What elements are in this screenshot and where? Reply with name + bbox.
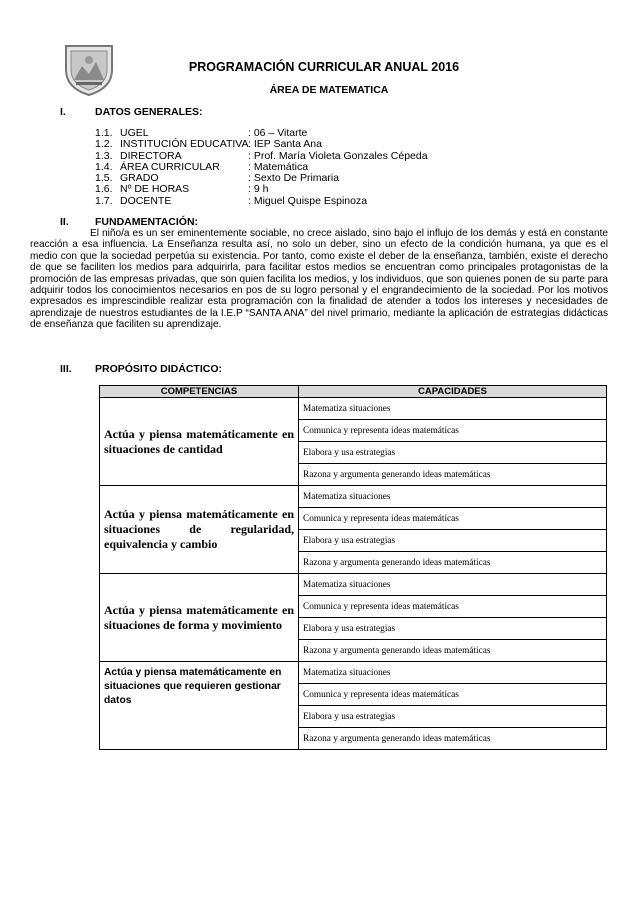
capacidad-cell: Comunica y representa ideas matemáticas [299, 684, 607, 706]
item-key: DOCENTE [120, 194, 172, 207]
capacidad-cell: Razona y argumenta generando ideas matemáticas [299, 464, 607, 486]
header-competencias: COMPETENCIAS [100, 386, 299, 398]
table-row [100, 574, 607, 596]
capacidad-cell: Elabora y usa estrategias [299, 618, 607, 640]
section-label: PROPÓSITO DIDÁCTICO: [95, 363, 222, 375]
section-label: DATOS GENERALES: [95, 106, 203, 118]
item-value: : Sexto De Primaria [248, 172, 340, 185]
competencia-cell: Actúa y piensa matemáticamente en situaciones que requieren gestionar datos [100, 662, 299, 750]
capacidad-cell: Elabora y usa estrategias [299, 706, 607, 728]
competencia-cell: Actúa y piensa matemáticamente en situaciones de regularidad, equivalencia y cambio [100, 486, 299, 574]
capacidad-cell: Comunica y representa ideas matemáticas [299, 420, 607, 442]
foundation-paragraph [30, 228, 608, 331]
table-row [100, 486, 607, 508]
item-number: 1.1. [95, 127, 113, 139]
capacidad-cell: Matematiza situaciones [299, 398, 607, 420]
capacidad-cell: Razona y argumenta generando ideas matemáticas [299, 728, 607, 750]
item-key: ÁREA CURRICULAR [120, 160, 220, 173]
foundation-text: El niño/a es un ser eminentemente sociable, no crece aislado, sino bajo el influjo de los demás y está en constante reacción a esa influencia. La Enseñanza resulta así, no solo un deber, sino un efecto de la condición humana, ya que es el medio con que la sociedad perpetúa su existencia. Por tanto, como existe el deber de la enseñanza, también, existe el derecho de que se faciliten los medios para adquirirla, para facilitar estos medios se encuentran como principales protagonistas de la promoción de las empresas privadas, que son quien facilita los medios, y los individuos, que son quienes ponen de su parte para adquirir todos los conocimientos necesarios en pos de su logro personal y el engrandecimiento de la sociedad. Por los motivos expresados es imprescindible realizar esta programación con la finalidad de atender a todos los intereses y necesidades de aprendizaje de nuestros estudiantes de la I.E.P “SANTA ANA” del nivel primario, mediante la aplicación de estrategias didácticas de enseñanza que faciliten su aprendizaje. [30, 228, 608, 331]
item-number: 1.5. [95, 172, 113, 185]
section-label: FUNDAMENTACIÓN: [95, 216, 199, 228]
item-value: : Prof. María Violeta Gonzales Cépeda [248, 149, 428, 162]
item-number: 1.7. [95, 194, 113, 207]
item-value: : 9 h [248, 183, 269, 196]
item-number: 1.2. [95, 138, 113, 151]
item-number: 1.4. [95, 160, 113, 173]
item-value: : 06 – Vitarte [248, 127, 308, 139]
competencia-cell: Actúa y piensa matemáticamente en situaciones de cantidad [100, 398, 299, 486]
item-number: 1.6. [95, 183, 113, 196]
table-row [100, 398, 607, 420]
header-capacidades: CAPACIDADES [299, 386, 607, 398]
capacidad-cell: Elabora y usa estrategias [299, 530, 607, 552]
capacidad-cell: Razona y argumenta generando ideas matemáticas [299, 640, 607, 662]
capacidad-cell: Matematiza situaciones [299, 486, 607, 508]
item-number: 1.3. [95, 149, 113, 162]
item-value: : IEP Santa Ana [248, 138, 322, 151]
table-row [100, 662, 607, 684]
item-key: DIRECTORA [120, 149, 182, 162]
capacidad-cell: Elabora y usa estrategias [299, 442, 607, 464]
document-title: PROGRAMACIÓN CURRICULAR ANUAL 2016 [188, 60, 460, 74]
section-number: III. [60, 363, 72, 375]
table-header-row [100, 386, 607, 398]
capacidad-cell: Razona y argumenta generando ideas matemáticas [299, 552, 607, 574]
capacidad-cell: Matematiza situaciones [299, 574, 607, 596]
capacidad-cell: Comunica y representa ideas matemáticas [299, 508, 607, 530]
section-number: II. [60, 216, 69, 228]
document-subtitle: ÁREA DE MATEMATICA [269, 84, 389, 96]
item-key: INSTITUCIÓN EDUCATIVA [120, 138, 249, 151]
section-number: I. [60, 106, 66, 118]
item-value: : Miguel Quispe Espinoza [248, 194, 368, 207]
capacidad-cell: Matematiza situaciones [299, 662, 607, 684]
capacidad-cell: Comunica y representa ideas matemáticas [299, 596, 607, 618]
competencies-table [99, 385, 607, 750]
item-key: UGEL [120, 127, 149, 139]
item-key: GRADO [120, 172, 159, 185]
item-value: : Matemática [248, 160, 309, 173]
competencia-cell: Actúa y piensa matemáticamente en situaciones de forma y movimiento [100, 574, 299, 662]
item-key: Nº DE HORAS [120, 183, 190, 196]
